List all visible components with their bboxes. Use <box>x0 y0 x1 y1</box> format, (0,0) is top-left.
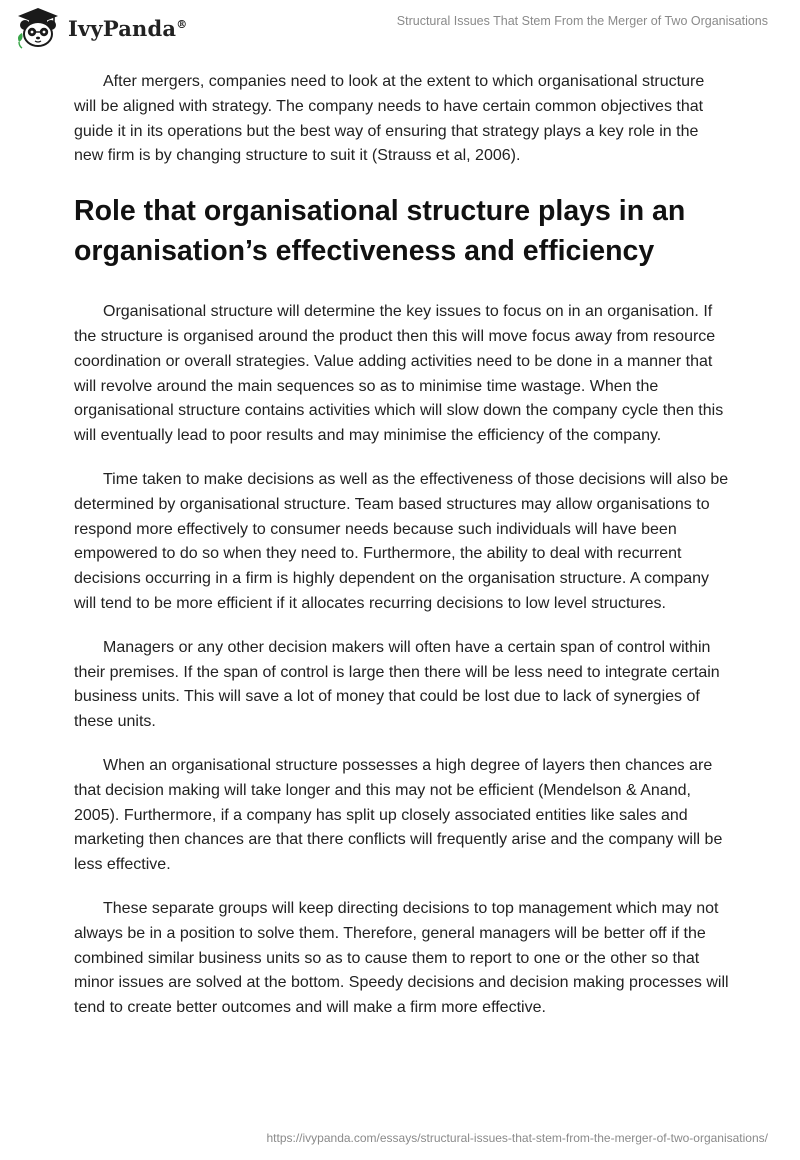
panda-icon <box>14 6 62 50</box>
body-paragraph: Time taken to make decisions as well as the effectiveness of those decisions will also be determined by organisational structure. Team based structures may allow organisations to respond more effectively to consumer needs because such individuals will have been empowered to do so when they need to. Furthermore, the ability to deal with recurrent decisions occurring in a firm is highly dependent on the organisation structure. A company will tend to be more efficient if it allocates recurring decisions to low level structures. <box>74 470 729 612</box>
body-paragraph: Organisational structure will determine the key issues to focus on in an organisation. If the structure is organised around the product then this will move focus away from resource coordination or overall strategies. Value adding activities need to be done in a manner that will revolve around the main sequences so as to minimise time wastage. When the organisational structure contains activities which will slow down the company cycle then this will eventually lead to poor results and may minimise the efficiency of the company. <box>74 303 724 445</box>
ivypanda-logo[interactable] <box>14 6 187 50</box>
body-paragraph: These separate groups will keep directing decisions to top management which may not always be in a position to solve them. Therefore, general managers will be better off if the combined similar business units so as to cause them to report to one or the other so that minor issues are solved at the bottom. Speedy decisions and decision making processes will tend to create better outcomes and will make a firm more effective. <box>74 899 729 1017</box>
intro-paragraph: After mergers, companies need to look at the extent to which organisational structure will be aligned with strategy. The company needs to have certain common objectives that guide it in its operations but the best way of ensuring that strategy plays a key role in the new firm is by changing structure to suit it (Strauss et al, 2006). <box>74 73 705 165</box>
body-paragraph: Managers or any other decision makers will often have a certain span of control within their premises. If the span of control is large then there will be less need to integrate certain business units. This will save a lot of money that could be lost due to lack of synergies of these units. <box>74 638 720 731</box>
page-header <box>0 0 800 56</box>
section-heading: Role that organisational structure plays in an organisation’s effectiveness and efficiency <box>74 195 686 268</box>
body-paragraph: When an organisational structure possesses a high degree of layers then chances are that decision making will take longer and this may not be efficient (Mendelson & Anand, 2005). Furthermore, if a company has split up closely associated entities like sales and marketing then chances are that there conflicts will frequently arise and the company will be less effective. <box>74 756 723 874</box>
document-title: Structural Issues That Stem From the Merger of Two Organisations <box>396 14 768 28</box>
source-url[interactable]: https://ivypanda.com/essays/structural-issues-that-stem-from-the-merger-of-two-organisations/ <box>266 1131 768 1145</box>
brand-name: IvyPanda® <box>68 15 188 41</box>
essay-body <box>74 70 730 1040</box>
